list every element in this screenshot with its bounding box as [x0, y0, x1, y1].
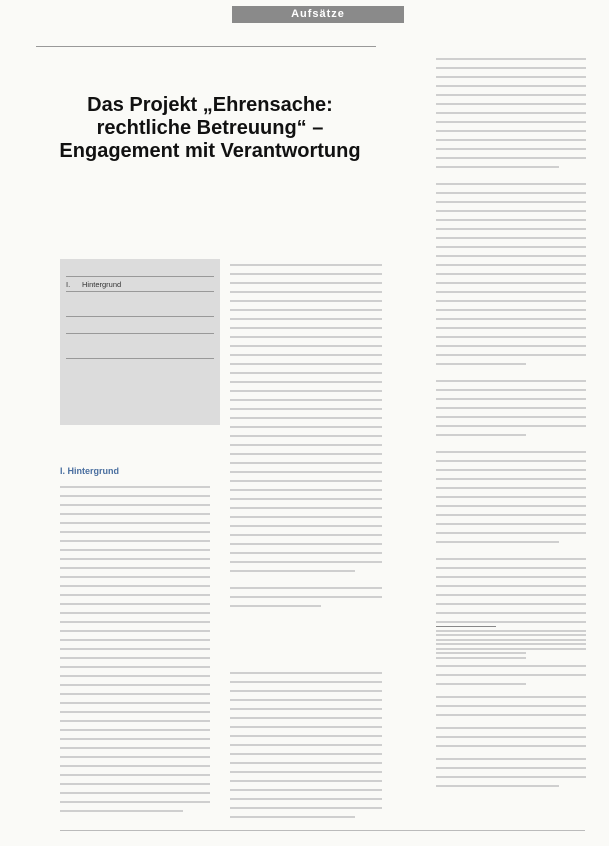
section-heading-1: I. Hintergrund: [60, 466, 119, 476]
toc-item: [66, 320, 216, 329]
toc-item: [66, 362, 216, 371]
abstract-line: [61, 177, 371, 187]
abstract-line: [61, 227, 371, 237]
left-column-text: [60, 486, 210, 819]
middle-column-bottom-text: [230, 672, 382, 825]
footer-rule: [60, 830, 585, 831]
section-tab: Aufsätze: [232, 6, 404, 23]
abstract-line: [61, 217, 371, 227]
right-column-top-text: [436, 58, 586, 666]
toc-divider: [66, 333, 214, 334]
abstract-line: [61, 187, 371, 197]
footnote-rule: [436, 626, 496, 627]
header-rule: [36, 46, 376, 47]
toc-item: [66, 295, 216, 304]
middle-column-text: [230, 264, 382, 614]
toc-item: [66, 337, 216, 346]
toc-divider: [66, 291, 214, 292]
abstract-line: [61, 197, 371, 207]
abstract-line: [61, 247, 371, 257]
toc-divider: [66, 358, 214, 359]
footnotes: [436, 634, 586, 794]
toc-divider: [66, 276, 214, 277]
abstract-line: [61, 237, 371, 247]
toc-item: I. Hintergrund: [66, 280, 122, 289]
toc-divider: [66, 316, 214, 317]
abstract-line: [61, 167, 371, 177]
article-title: Das Projekt „Ehrensache: rechtliche Betreuung“ – Engagement mit Verantwortung: [59, 94, 361, 162]
abstract-line: [61, 207, 371, 217]
